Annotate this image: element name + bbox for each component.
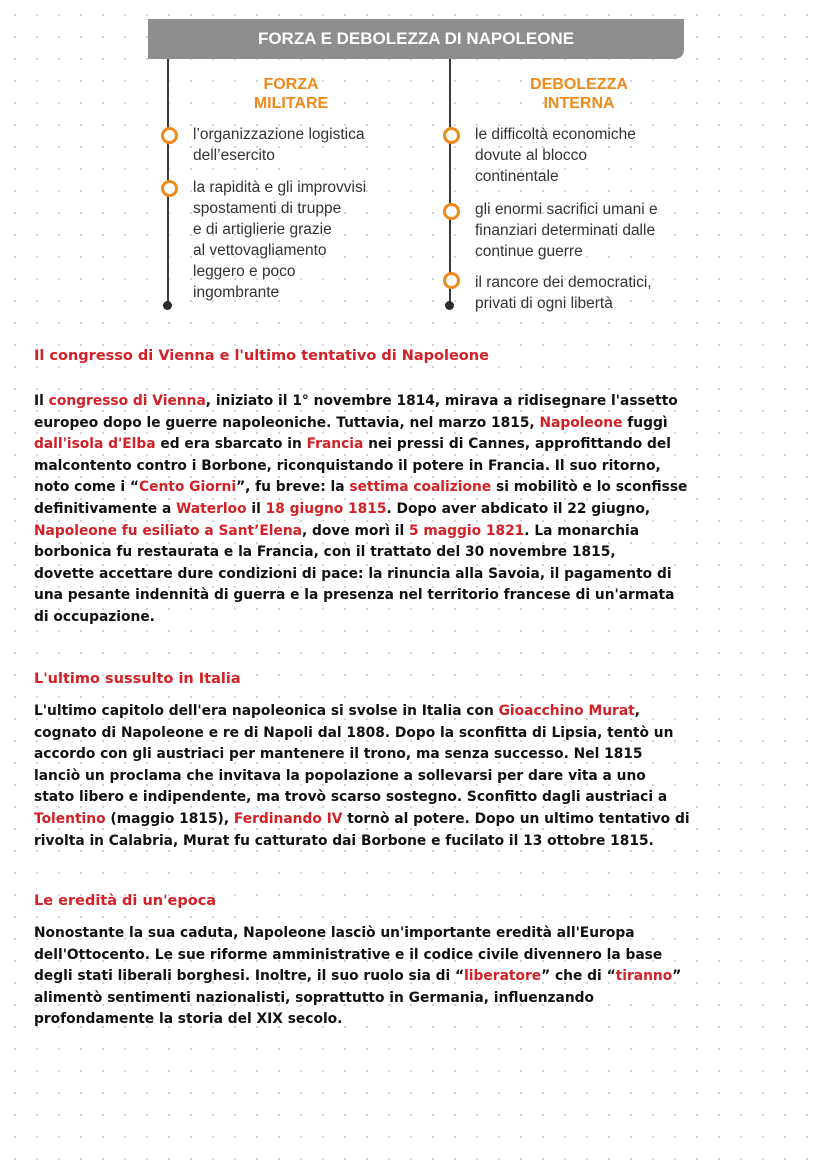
text-run: , bbox=[634, 703, 640, 719]
highlighted-term: Ferdinando IV bbox=[233, 810, 343, 827]
text-run: stato libero e indipendente, ma trovò scarso sostegno. Sconfitto dagli austriaci a bbox=[34, 789, 668, 806]
text-run: ” bbox=[672, 968, 682, 985]
text-run: , dove morì il bbox=[302, 522, 410, 539]
highlighted-term: Napoleone bbox=[539, 414, 623, 431]
text-run: lanciò un proclama che invitava la popolazione a sollevarsi per dare vita a uno bbox=[34, 767, 646, 784]
text-run: L'ultimo capitolo dell'era napoleonica si svolse in Italia con bbox=[34, 703, 499, 719]
highlighted-term: Francia bbox=[306, 436, 364, 453]
text-run: ed era sbarcato in bbox=[155, 436, 307, 453]
section-text-eredita bbox=[34, 923, 794, 1031]
text-line bbox=[34, 723, 794, 745]
text-run: europeo dopo le guerre napoleoniche. Tuttavia, nel marzo 1815, bbox=[34, 414, 540, 431]
right-item-3: il rancore dei democratici, privati di ogni libertà bbox=[475, 274, 652, 312]
text-run: borbonica fu restaurata e la Francia, con il trattato del 30 novembre 1815, bbox=[34, 544, 616, 561]
text-run: dell'Ottocento. Le sue riforme amministrative e il codice civile divennero la base bbox=[34, 946, 663, 963]
text-run: definitivamente a bbox=[34, 500, 177, 517]
bullet-ring-icon bbox=[443, 127, 460, 144]
text-run: , iniziato il 1° novembre 1814, mirava a ridisegnare l'assetto bbox=[205, 393, 678, 409]
left-item-1: l’organizzazione logistica dell’esercito bbox=[193, 126, 365, 164]
text-line bbox=[34, 966, 794, 988]
text-run: Il bbox=[34, 393, 49, 409]
text-line bbox=[34, 456, 794, 478]
section-title-congresso: Il congresso di Vienna e l'ultimo tentativo di Napoleone bbox=[34, 348, 489, 364]
text-run: fuggì bbox=[622, 414, 668, 431]
text-line bbox=[34, 787, 794, 809]
text-line bbox=[34, 585, 794, 607]
highlighted-term: Cento Giorni bbox=[138, 479, 237, 496]
left-timeline-end-dot bbox=[163, 301, 172, 310]
highlighted-term: congresso di Vienna bbox=[48, 393, 206, 409]
text-run: profondamente la storia del XIX secolo. bbox=[34, 1011, 343, 1028]
text-run: il bbox=[246, 500, 266, 517]
right-column-title: DEBOLEZZA INTERNA bbox=[530, 76, 628, 112]
text-line bbox=[34, 744, 794, 766]
text-line bbox=[34, 945, 794, 967]
text-run: degli stati liberali borghesi. Inoltre, il suo ruolo sia di “ bbox=[34, 968, 465, 985]
text-line bbox=[34, 766, 794, 788]
right-timeline-end-dot bbox=[445, 301, 454, 310]
text-line bbox=[34, 923, 794, 945]
bullet-ring-icon bbox=[443, 272, 460, 289]
highlighted-term: Napoleone fu esiliato a Sant’Elena bbox=[34, 522, 302, 539]
highlighted-term: Tolentino bbox=[34, 810, 106, 827]
text-run: . Dopo aver abdicato il 22 giugno, bbox=[386, 500, 651, 517]
text-run: ”, fu breve: la bbox=[236, 479, 350, 496]
bullet-ring-icon bbox=[443, 203, 460, 220]
highlighted-term: tiranno bbox=[615, 968, 673, 985]
text-line bbox=[34, 434, 794, 456]
section-text-congresso bbox=[34, 391, 794, 629]
highlighted-term: settima coalizione bbox=[349, 479, 492, 496]
text-line bbox=[34, 521, 794, 543]
text-line bbox=[34, 391, 794, 413]
highlighted-term: Waterloo bbox=[176, 500, 247, 517]
right-timeline-line bbox=[449, 59, 451, 304]
text-run: di occupazione. bbox=[34, 608, 155, 625]
highlighted-term: 18 giugno 1815 bbox=[265, 500, 387, 517]
text-run: dovette accettare dure condizioni di pace: la rinuncia alla Savoia, il pagamento di bbox=[34, 565, 672, 582]
text-run: si mobilitò e lo sconfisse bbox=[491, 479, 688, 496]
bullet-ring-icon bbox=[161, 127, 178, 144]
text-run: (maggio 1815), bbox=[105, 810, 234, 827]
text-line bbox=[34, 809, 794, 831]
text-run: tornò al potere. Dopo un ultimo tentativo di bbox=[342, 810, 690, 827]
text-run: ” che di “ bbox=[541, 968, 616, 985]
text-run: noto come i “ bbox=[34, 479, 139, 496]
highlighted-term: Gioacchino Murat bbox=[498, 703, 635, 719]
section-title-italia: L'ultimo sussulto in Italia bbox=[34, 671, 241, 687]
text-run: . La monarchia bbox=[524, 522, 640, 539]
right-item-2: gli enormi sacrifici umani e finanziari determinati dalle continue guerre bbox=[475, 201, 658, 260]
text-run: malcontento contro i Borbone, riconquistando il potere in Francia. Il suo ritorno, bbox=[34, 457, 661, 474]
text-run: una pesante indennità di guerra e la presenza nel territorio francese di un'armata bbox=[34, 587, 675, 604]
text-line bbox=[34, 413, 794, 435]
text-line bbox=[34, 499, 794, 521]
diagram-header: FORZA E DEBOLEZZA DI NAPOLEONE bbox=[148, 19, 684, 59]
text-line bbox=[34, 988, 794, 1010]
text-run: nei pressi di Cannes, approfittando del bbox=[363, 436, 671, 453]
text-run: accordo con gli austriaci per mantenere il trono, ma senza successo. Nel 1815 bbox=[34, 746, 643, 763]
text-line bbox=[34, 607, 794, 629]
highlighted-term: dall'isola d'Elba bbox=[34, 436, 156, 453]
left-column-title: FORZA MILITARE bbox=[253, 76, 329, 112]
section-title-eredita: Le eredità di un'epoca bbox=[34, 893, 217, 909]
text-line bbox=[34, 701, 794, 723]
text-line bbox=[34, 831, 794, 853]
text-run: rivolta in Calabria, Murat fu catturato dai Borbone e fucilato il 13 ottobre 1815. bbox=[34, 832, 654, 849]
highlighted-term: 5 maggio 1821 bbox=[409, 522, 525, 539]
bullet-ring-icon bbox=[161, 180, 178, 197]
text-line bbox=[34, 1009, 794, 1031]
right-item-1: le difficoltà economiche dovute al blocco continentale bbox=[475, 126, 636, 185]
text-line bbox=[34, 542, 794, 564]
text-run: cognato di Napoleone e re di Napoli dal 1808. Dopo la sconfitta di Lipsia, tentò un bbox=[34, 724, 674, 741]
text-line bbox=[34, 477, 794, 499]
text-run: alimentò sentimenti nazionalisti, soprattutto in Germania, influenzando bbox=[34, 989, 595, 1006]
text-line bbox=[34, 564, 794, 586]
text-run: Nonostante la sua caduta, Napoleone lasciò un'importante eredità all'Europa bbox=[34, 925, 635, 941]
left-item-2: la rapidità e gli improvvisi spostamenti di truppe e di artiglierie grazie al vettovagliamento leggero e poco ingombrante bbox=[193, 179, 367, 301]
section-text-italia bbox=[34, 701, 794, 852]
highlighted-term: liberatore bbox=[464, 968, 542, 985]
